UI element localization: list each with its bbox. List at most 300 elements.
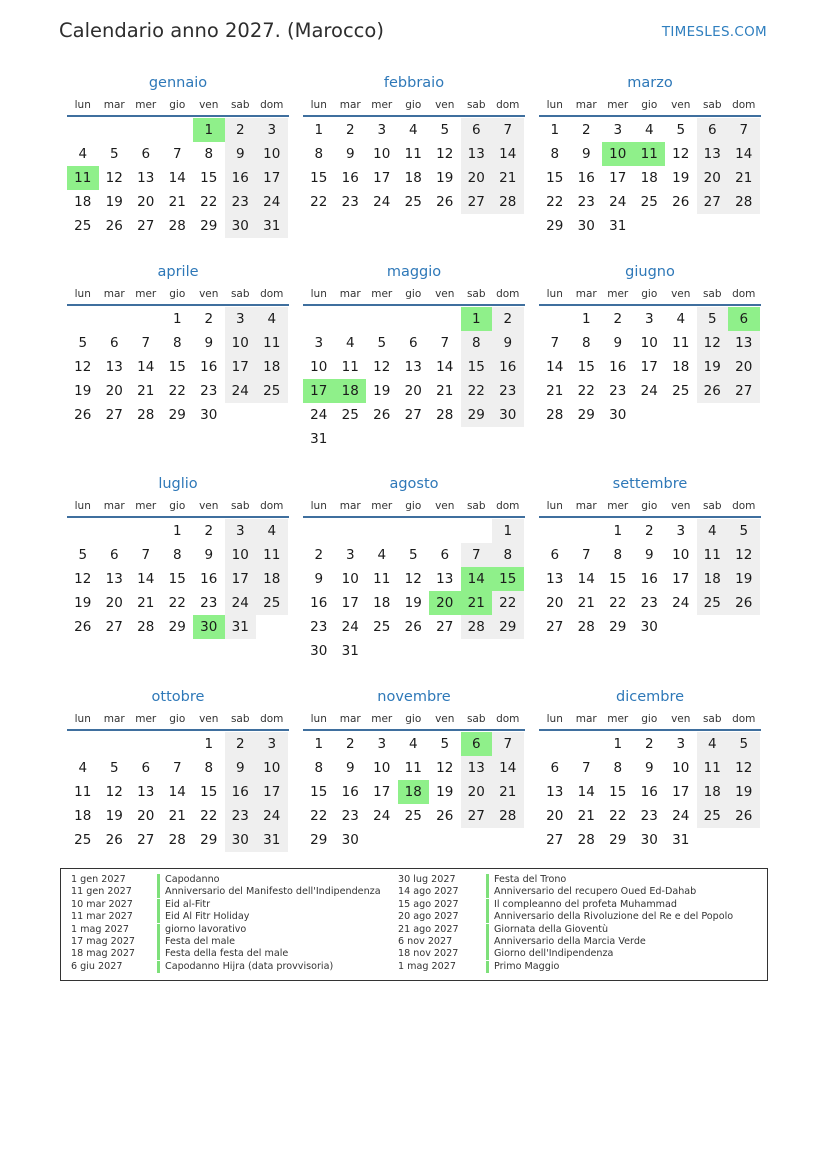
day-cell: 17 (373, 170, 391, 186)
day-cell: 5 (78, 547, 88, 563)
month-marzo (539, 74, 761, 268)
weekday-label: gio (641, 500, 658, 512)
day-cell: 12 (728, 756, 760, 780)
day-cell: 25 (373, 619, 391, 635)
month-giugno (539, 263, 761, 457)
day-cell: 23 (225, 190, 257, 214)
day-cell: 7 (440, 335, 450, 351)
day-cell: 19 (672, 170, 690, 186)
weekday-header (539, 713, 761, 731)
day-cell: 20 (137, 194, 155, 210)
day-cell: 29 (546, 218, 564, 234)
legend-date: 14 ago 2027 (398, 886, 459, 898)
day-cell: 5 (78, 335, 88, 351)
weekday-label: mar (339, 713, 361, 725)
day-cell: 3 (644, 311, 654, 327)
day-cell: 26 (436, 194, 454, 210)
day-cell: 23 (492, 379, 524, 403)
day-cell: 13 (546, 784, 564, 800)
day-cell: 19 (105, 194, 123, 210)
legend-holiday-name: Capodanno (165, 874, 220, 885)
day-cell: 20 (105, 595, 123, 611)
legend-holiday-name: Primo Maggio (494, 960, 560, 972)
day-cell: 20 (546, 595, 564, 611)
day-cell: 20 (404, 383, 422, 399)
holiday-legend (60, 868, 768, 981)
day-cell: 21 (436, 383, 454, 399)
weekday-label: ven (671, 288, 691, 300)
legend-color-bar (486, 948, 489, 960)
weekday-label: ven (435, 99, 455, 111)
holiday-day-cell: 30 (193, 615, 225, 639)
weekday-label: sab (230, 500, 250, 512)
day-cell: 14 (168, 784, 186, 800)
day-cell: 12 (436, 760, 454, 776)
day-cell: 2 (581, 122, 591, 138)
weekday-header (539, 500, 761, 518)
day-cell: 23 (341, 194, 359, 210)
weekday-label: mer (135, 99, 157, 111)
day-cell: 31 (256, 214, 288, 238)
weekday-label: lun (74, 500, 91, 512)
day-cell: 31 (256, 828, 288, 852)
day-grid (539, 519, 761, 669)
day-cell: 29 (310, 832, 328, 848)
weekday-header (539, 288, 761, 306)
day-cell: 2 (225, 118, 257, 142)
day-cell: 23 (310, 619, 328, 635)
day-cell: 9 (225, 142, 257, 166)
day-cell: 22 (168, 383, 186, 399)
day-cell: 10 (341, 571, 359, 587)
day-cell: 14 (436, 359, 454, 375)
day-cell: 9 (204, 335, 214, 351)
month-title: luglio (158, 476, 198, 492)
day-cell: 28 (577, 619, 595, 635)
day-cell: 14 (137, 571, 155, 587)
day-cell: 25 (404, 194, 422, 210)
weekday-header (303, 713, 525, 731)
day-cell: 20 (461, 166, 493, 190)
weekday-label: lun (546, 500, 563, 512)
legend-holiday-name: Festa del male (165, 935, 236, 947)
day-cell: 6 (550, 760, 560, 776)
day-cell: 22 (461, 379, 493, 403)
day-cell: 27 (137, 832, 155, 848)
day-cell: 25 (341, 407, 359, 423)
day-cell: 28 (137, 407, 155, 423)
day-cell: 16 (640, 784, 658, 800)
day-cell: 14 (492, 756, 524, 780)
legend-color-bar (486, 874, 489, 886)
legend-date: 11 gen 2027 (71, 886, 132, 898)
day-cell: 15 (461, 355, 493, 379)
day-cell: 14 (546, 359, 564, 375)
day-cell: 13 (546, 571, 564, 587)
month-settembre (539, 475, 761, 669)
day-cell: 25 (256, 379, 288, 403)
holiday-day-cell: 1 (193, 118, 225, 142)
day-cell: 13 (697, 142, 729, 166)
weekday-label: lun (74, 713, 91, 725)
day-cell: 10 (310, 359, 328, 375)
day-cell: 11 (74, 784, 92, 800)
day-cell: 15 (168, 359, 186, 375)
legend-date: 15 ago 2027 (398, 898, 459, 910)
legend-holiday-name: Capodanno Hijra (data provvisoria) (165, 960, 334, 972)
weekday-label: sab (230, 99, 250, 111)
day-cell: 17 (609, 170, 627, 186)
day-cell: 31 (225, 615, 257, 639)
day-cell: 15 (310, 170, 328, 186)
weekday-label: sab (230, 288, 250, 300)
weekday-label: mer (607, 500, 629, 512)
month-title: marzo (627, 75, 673, 91)
holiday-day-cell: 15 (492, 567, 524, 591)
day-cell: 4 (78, 146, 88, 162)
day-cell: 6 (461, 118, 493, 142)
weekday-label: lun (310, 500, 327, 512)
day-cell: 30 (225, 828, 257, 852)
day-cell: 8 (204, 760, 214, 776)
day-cell: 27 (546, 619, 564, 635)
day-cell: 27 (461, 804, 493, 828)
day-cell: 3 (613, 122, 623, 138)
weekday-label: sab (230, 713, 250, 725)
day-cell: 5 (440, 736, 450, 752)
day-cell: 11 (697, 756, 729, 780)
day-cell: 13 (137, 170, 155, 186)
weekday-label: mar (575, 713, 597, 725)
legend-date: 17 mag 2027 (71, 935, 136, 947)
day-cell: 16 (341, 784, 359, 800)
weekday-label: ven (199, 713, 219, 725)
holiday-day-cell: 6 (461, 732, 493, 756)
legend-holiday-name: Anniversario del recupero Oued Ed-Dahab (494, 886, 697, 898)
day-cell: 11 (404, 146, 422, 162)
day-cell: 24 (373, 808, 391, 824)
legend-color-bar (157, 886, 160, 898)
weekday-label: dom (732, 500, 756, 512)
legend-color-bar (157, 899, 160, 911)
day-cell: 25 (640, 194, 658, 210)
day-cell: 22 (200, 194, 218, 210)
day-grid (303, 732, 525, 882)
weekday-label: ven (435, 500, 455, 512)
weekday-label: mar (339, 500, 361, 512)
day-cell: 21 (137, 383, 155, 399)
weekday-label: dom (732, 288, 756, 300)
holiday-day-cell: 1 (461, 307, 493, 331)
day-cell: 5 (697, 307, 729, 331)
day-cell: 2 (644, 736, 654, 752)
day-cell: 19 (74, 383, 92, 399)
day-cell: 27 (105, 407, 123, 423)
weekday-label: mer (607, 713, 629, 725)
day-cell: 28 (546, 407, 564, 423)
day-cell: 22 (577, 383, 595, 399)
legend-color-bar (486, 936, 489, 948)
weekday-label: dom (732, 713, 756, 725)
day-cell: 3 (256, 118, 288, 142)
weekday-label: mer (371, 99, 393, 111)
day-cell: 9 (314, 571, 324, 587)
weekday-header (67, 99, 289, 117)
day-cell: 26 (436, 808, 454, 824)
month-title: giugno (625, 264, 675, 280)
holiday-day-cell: 11 (634, 142, 666, 166)
day-cell: 8 (172, 335, 182, 351)
weekday-label: sab (702, 713, 722, 725)
day-cell: 5 (728, 519, 760, 543)
day-cell: 11 (256, 331, 288, 355)
day-cell: 7 (141, 547, 151, 563)
weekday-label: mer (135, 500, 157, 512)
day-cell: 2 (204, 311, 214, 327)
day-cell: 2 (345, 736, 355, 752)
month-agosto (303, 475, 525, 669)
day-cell: 17 (225, 355, 257, 379)
day-cell: 2 (225, 732, 257, 756)
day-cell: 26 (728, 591, 760, 615)
day-cell: 20 (697, 166, 729, 190)
day-cell: 4 (78, 760, 88, 776)
weekday-label: dom (496, 500, 520, 512)
day-cell: 21 (168, 194, 186, 210)
legend-date: 18 mag 2027 (71, 948, 136, 960)
day-cell: 7 (141, 335, 151, 351)
day-cell: 15 (609, 784, 627, 800)
day-cell: 18 (74, 194, 92, 210)
day-cell: 12 (74, 571, 92, 587)
weekday-label: mer (135, 288, 157, 300)
day-cell: 14 (728, 142, 760, 166)
day-cell: 7 (492, 732, 524, 756)
day-cell: 8 (314, 760, 324, 776)
weekday-header (303, 288, 525, 306)
day-cell: 9 (492, 331, 524, 355)
day-cell: 5 (109, 146, 119, 162)
day-cell: 30 (225, 214, 257, 238)
month-title: dicembre (615, 689, 685, 705)
day-cell: 26 (697, 379, 729, 403)
day-cell: 15 (168, 571, 186, 587)
day-cell: 12 (728, 543, 760, 567)
day-cell: 16 (200, 359, 218, 375)
day-cell: 30 (200, 407, 218, 423)
day-cell: 7 (550, 335, 560, 351)
day-cell: 25 (697, 591, 729, 615)
weekday-label: gio (405, 713, 422, 725)
day-cell: 16 (200, 571, 218, 587)
holiday-day-cell: 17 (303, 379, 335, 403)
weekday-label: mar (339, 288, 361, 300)
day-cell: 6 (141, 760, 151, 776)
day-grid (539, 307, 761, 457)
day-cell: 8 (204, 146, 214, 162)
day-cell: 28 (492, 190, 524, 214)
weekday-label: mar (103, 713, 125, 725)
day-cell: 12 (436, 146, 454, 162)
legend-holiday-name: Festa del Trono (494, 874, 567, 885)
day-cell: 25 (74, 832, 92, 848)
day-cell: 3 (676, 736, 686, 752)
day-cell: 30 (640, 832, 658, 848)
day-cell: 31 (341, 643, 359, 659)
day-cell: 25 (404, 808, 422, 824)
day-cell: 13 (404, 359, 422, 375)
day-cell: 18 (74, 808, 92, 824)
day-cell: 17 (640, 359, 658, 375)
month-febbraio (303, 74, 525, 268)
day-cell: 17 (672, 784, 690, 800)
weekday-label: sab (466, 500, 486, 512)
day-cell: 6 (141, 146, 151, 162)
day-cell: 7 (172, 146, 182, 162)
month-title: maggio (386, 264, 442, 280)
legend-date: 1 mag 2027 (398, 960, 456, 972)
day-cell: 23 (577, 194, 595, 210)
legend-color-bar (486, 899, 489, 911)
day-cell: 24 (256, 190, 288, 214)
month-dicembre (539, 688, 761, 882)
weekday-label: mer (371, 500, 393, 512)
day-cell: 27 (728, 379, 760, 403)
day-cell: 2 (345, 122, 355, 138)
day-cell: 4 (408, 122, 418, 138)
day-cell: 23 (200, 595, 218, 611)
day-cell: 25 (697, 804, 729, 828)
day-cell: 24 (225, 379, 257, 403)
day-cell: 26 (105, 832, 123, 848)
day-cell: 20 (105, 383, 123, 399)
day-cell: 31 (310, 431, 328, 447)
month-novembre (303, 688, 525, 882)
day-cell: 20 (728, 355, 760, 379)
day-grid (539, 732, 761, 882)
day-cell: 28 (461, 615, 493, 639)
day-cell: 29 (609, 832, 627, 848)
day-cell: 29 (609, 619, 627, 635)
day-cell: 16 (310, 595, 328, 611)
day-cell: 11 (373, 571, 391, 587)
day-cell: 30 (341, 832, 359, 848)
legend-date: 10 mar 2027 (71, 898, 133, 910)
holiday-day-cell: 6 (728, 307, 760, 331)
day-cell: 26 (105, 218, 123, 234)
weekday-label: dom (496, 713, 520, 725)
day-cell: 13 (436, 571, 454, 587)
day-cell: 6 (550, 547, 560, 563)
legend-holiday-name: Eid al-Fitr (165, 898, 211, 910)
day-cell: 27 (461, 190, 493, 214)
weekday-label: mer (607, 99, 629, 111)
weekday-header (539, 99, 761, 117)
day-grid (67, 732, 289, 882)
day-cell: 11 (404, 760, 422, 776)
legend-color-bar (157, 874, 160, 886)
day-cell: 19 (436, 170, 454, 186)
weekday-label: dom (260, 713, 284, 725)
day-cell: 2 (613, 311, 623, 327)
day-cell: 12 (373, 359, 391, 375)
day-cell: 28 (168, 832, 186, 848)
legend-holiday-name: Festa della festa del male (165, 948, 289, 960)
legend-color-bar (486, 924, 489, 936)
month-title: settembre (612, 476, 688, 492)
day-cell: 6 (440, 547, 450, 563)
weekday-label: dom (260, 99, 284, 111)
holiday-day-cell: 10 (602, 142, 634, 166)
day-cell: 9 (644, 760, 654, 776)
day-cell: 29 (200, 218, 218, 234)
day-cell: 1 (550, 122, 560, 138)
legend-holiday-name: Anniversario della Rivoluzione del Re e del Popolo (494, 911, 734, 923)
weekday-label: ven (199, 500, 219, 512)
day-cell: 26 (672, 194, 690, 210)
legend-date: 20 ago 2027 (398, 911, 459, 923)
day-cell: 1 (314, 736, 324, 752)
weekday-label: mer (607, 288, 629, 300)
legend-color-bar (486, 886, 489, 898)
day-cell: 24 (310, 407, 328, 423)
day-cell: 5 (109, 760, 119, 776)
legend-color-bar (486, 961, 489, 973)
day-cell: 5 (728, 732, 760, 756)
day-cell: 15 (577, 359, 595, 375)
weekday-label: mer (135, 713, 157, 725)
day-cell: 22 (492, 591, 524, 615)
day-cell: 12 (672, 146, 690, 162)
legend-date: 11 mar 2027 (71, 911, 133, 923)
weekday-label: gio (405, 288, 422, 300)
day-cell: 18 (373, 595, 391, 611)
month-title: gennaio (148, 75, 208, 91)
day-cell: 7 (172, 760, 182, 776)
day-cell: 27 (404, 407, 422, 423)
day-cell: 15 (200, 170, 218, 186)
weekday-label: sab (466, 713, 486, 725)
day-cell: 21 (546, 383, 564, 399)
weekday-label: lun (546, 713, 563, 725)
day-cell: 1 (492, 519, 524, 543)
weekday-label: dom (496, 99, 520, 111)
day-cell: 16 (640, 571, 658, 587)
legend-color-bar (157, 911, 160, 923)
weekday-label: lun (310, 99, 327, 111)
weekday-label: ven (199, 99, 219, 111)
legend-date: 6 nov 2027 (398, 935, 453, 947)
day-cell: 22 (609, 595, 627, 611)
legend-color-bar (157, 961, 160, 973)
weekday-label: lun (74, 288, 91, 300)
day-cell: 13 (105, 359, 123, 375)
weekday-label: gio (405, 500, 422, 512)
day-cell: 4 (644, 122, 654, 138)
site-link[interactable]: TIMESLES.COM (661, 24, 767, 40)
day-cell: 1 (204, 736, 214, 752)
day-cell: 16 (609, 359, 627, 375)
day-cell: 8 (172, 547, 182, 563)
day-cell: 18 (256, 567, 288, 591)
day-cell: 17 (672, 571, 690, 587)
month-title: febbraio (383, 75, 445, 91)
weekday-header (67, 500, 289, 518)
day-cell: 12 (697, 331, 729, 355)
day-cell: 24 (672, 595, 690, 611)
day-grid (539, 118, 761, 268)
month-luglio (67, 475, 289, 669)
